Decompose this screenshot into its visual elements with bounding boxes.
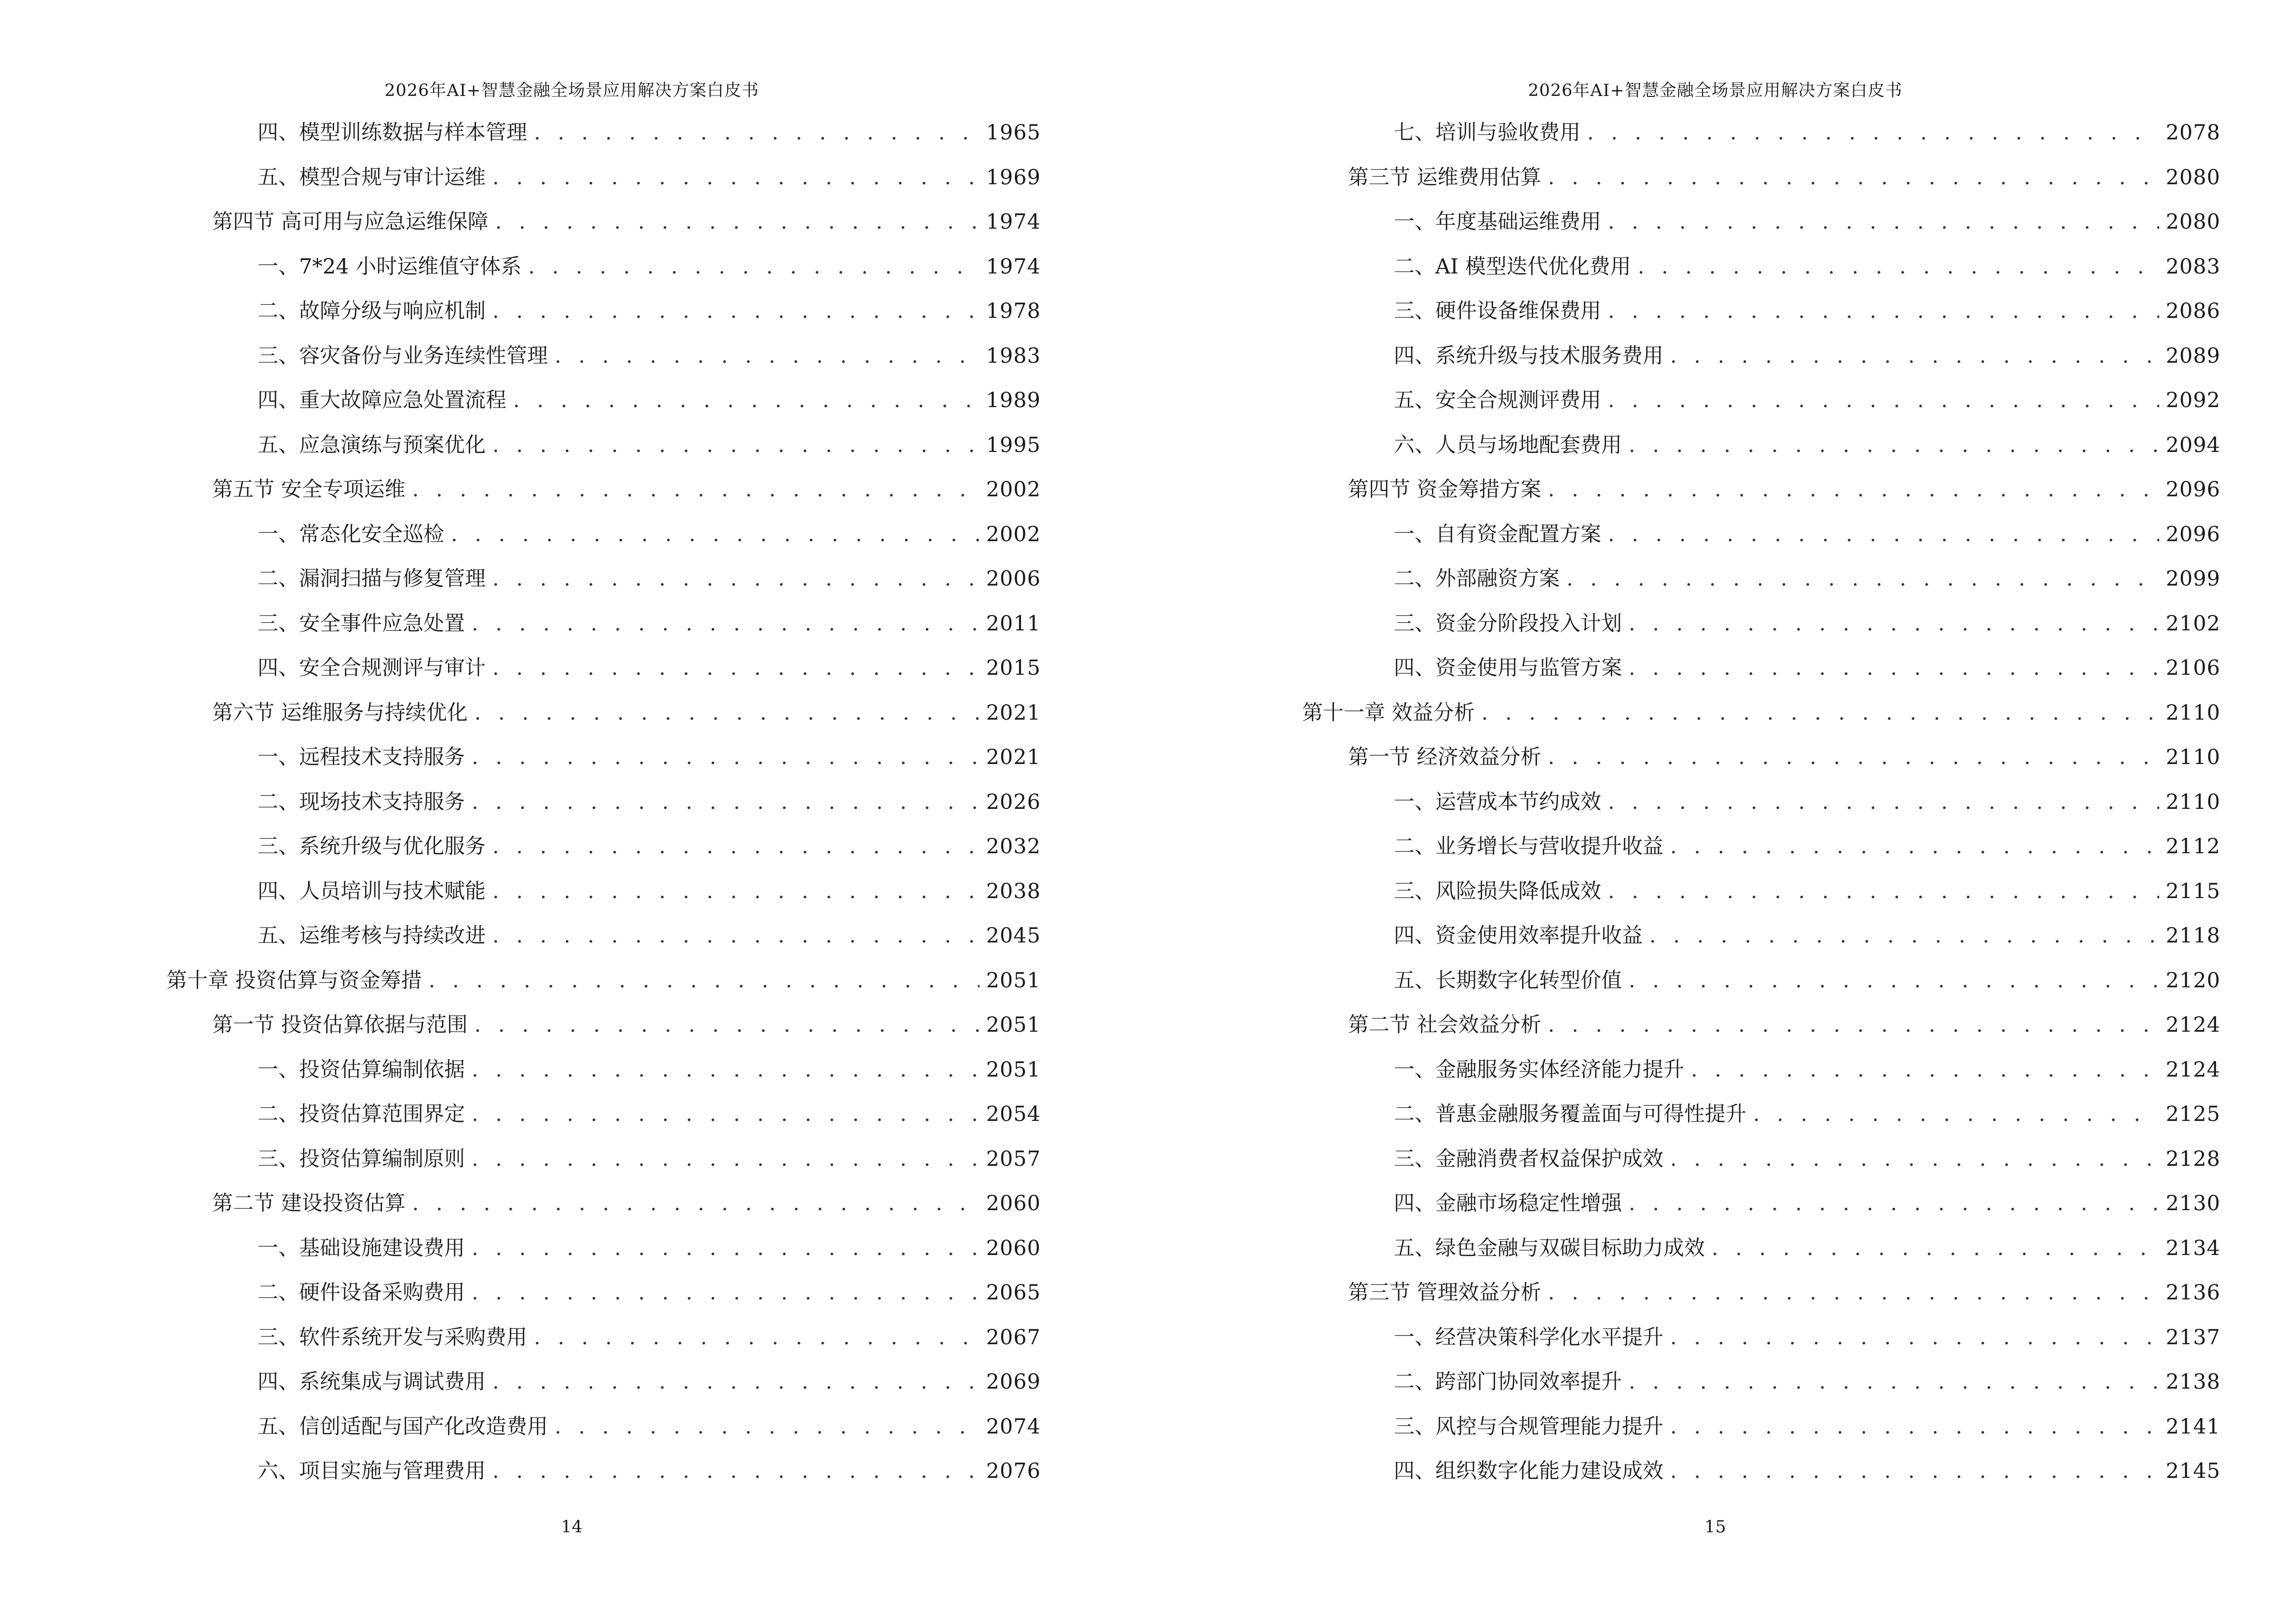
- dot-leader: [492, 563, 980, 595]
- toc-entry[interactable]: [1144, 1143, 2287, 1188]
- toc-entry-page: 1978: [986, 299, 1041, 323]
- toc-entry-page: 2110: [2165, 700, 2220, 725]
- toc-entry-page: 2125: [2165, 1102, 2220, 1126]
- toc-entry[interactable]: [0, 831, 1144, 875]
- toc-entry-page: 2054: [986, 1102, 1041, 1126]
- toc-entry-title: 第三节 运维费用估算: [1348, 165, 1541, 190]
- toc-entry-page: 2092: [2165, 388, 2220, 412]
- toc-entry-title: 四、系统集成与调试费用: [258, 1370, 486, 1394]
- dot-leader: [472, 1098, 980, 1130]
- toc-entry[interactable]: [1144, 295, 2287, 340]
- toc-entry[interactable]: [0, 117, 1144, 162]
- toc-entry-title: 二、外部融资方案: [1394, 567, 1560, 591]
- toc-entry-title: 第三节 管理效益分析: [1348, 1281, 1541, 1305]
- toc-entry[interactable]: [1144, 1098, 2287, 1143]
- toc-entry-title: 四、安全合规测评与审计: [258, 656, 486, 680]
- toc-entry[interactable]: [0, 1277, 1144, 1322]
- toc-entry-title: 第十一章 效益分析: [1302, 700, 1475, 725]
- running-header: 2026年AI+智慧金融全场景应用解决方案白皮书: [384, 81, 759, 100]
- toc-entry[interactable]: [0, 1009, 1144, 1054]
- toc-entry[interactable]: [0, 1232, 1144, 1277]
- dot-leader: [429, 965, 980, 996]
- toc-entry-page: 2124: [2165, 1057, 2220, 1082]
- dot-leader: [451, 519, 980, 550]
- dot-leader: [492, 920, 980, 952]
- dot-leader: [1548, 162, 2159, 193]
- toc-entry[interactable]: [0, 608, 1144, 653]
- toc-entry-page: 2051: [986, 968, 1041, 993]
- toc-entry[interactable]: [1144, 608, 2287, 653]
- toc-entry-page: 2120: [2165, 968, 2220, 993]
- toc-entry-title: 一、运营成本节约成效: [1394, 790, 1601, 814]
- dot-leader: [472, 741, 980, 773]
- toc-entry[interactable]: [1144, 563, 2287, 608]
- toc-entry-title: 一、金融服务实体经济能力提升: [1394, 1057, 1684, 1082]
- toc-entry-page: 2112: [2165, 834, 2220, 859]
- toc-entry-title: 三、安全事件应急处置: [258, 611, 465, 636]
- dot-leader: [472, 1277, 980, 1309]
- toc-entry-title: 四、组织数字化能力建设成效: [1394, 1459, 1663, 1483]
- toc-entry-title: 三、金融消费者权益保护成效: [1394, 1146, 1663, 1171]
- toc-entry-page: 2038: [986, 879, 1041, 903]
- toc-entry-page: 2006: [986, 567, 1041, 591]
- toc-entry-title: 第十章 投资估算与资金筹措: [166, 968, 422, 993]
- toc-entry[interactable]: [0, 786, 1144, 831]
- dot-leader: [472, 786, 980, 818]
- toc-entry-title: 四、人员培训与技术赋能: [258, 879, 486, 903]
- dot-leader: [1548, 741, 2159, 773]
- toc-entry-page: 2137: [2165, 1325, 2220, 1350]
- toc-entry-title: 三、风控与合规管理能力提升: [1394, 1414, 1663, 1439]
- dot-leader: [1638, 251, 2159, 283]
- toc-entry[interactable]: [0, 875, 1144, 920]
- dot-leader: [492, 429, 980, 461]
- toc-entry-page: 2067: [986, 1325, 1041, 1350]
- dot-leader: [1753, 1098, 2159, 1130]
- dot-leader: [412, 1187, 980, 1219]
- toc-entry-page: 2096: [2165, 522, 2220, 546]
- toc-entry[interactable]: [0, 652, 1144, 697]
- toc-entry-title: 第四节 高可用与应急运维保障: [212, 210, 489, 234]
- dot-leader: [534, 117, 980, 149]
- toc-entry-title: 一、自有资金配置方案: [1394, 522, 1601, 546]
- toc-entry-title: 五、运维考核与持续改进: [258, 924, 486, 948]
- toc-entry-title: 二、漏洞扫描与修复管理: [258, 567, 486, 591]
- toc-entry[interactable]: [1144, 474, 2287, 519]
- toc-entry-page: 2089: [2165, 343, 2220, 368]
- toc-entry[interactable]: [1144, 652, 2287, 697]
- toc-entry[interactable]: [1144, 831, 2287, 875]
- toc-entry-title: 三、投资估算编制原则: [258, 1146, 465, 1171]
- toc-entry[interactable]: [1144, 920, 2287, 965]
- dot-leader: [1608, 206, 2159, 238]
- toc-entry-page: 2083: [2165, 254, 2220, 279]
- toc-entry-page: 1969: [986, 165, 1041, 190]
- toc-entry[interactable]: [1144, 251, 2287, 296]
- toc-entry[interactable]: [1144, 1366, 2287, 1411]
- toc-entry-title: 一、基础设施建设费用: [258, 1236, 465, 1260]
- dot-leader: [1629, 965, 2159, 996]
- toc-entry[interactable]: [1144, 1322, 2287, 1366]
- toc-entry-title: 五、长期数字化转型价值: [1394, 968, 1622, 993]
- toc-entry-page: 1983: [986, 343, 1041, 368]
- toc-entry-title: 三、资金分阶段投入计划: [1394, 611, 1622, 636]
- toc-entry[interactable]: [1144, 1232, 2287, 1277]
- toc-entry[interactable]: [0, 295, 1144, 340]
- toc-entry-page: 1989: [986, 388, 1041, 412]
- toc-entry-title: 一、远程技术支持服务: [258, 745, 465, 769]
- toc-entry[interactable]: [0, 384, 1144, 429]
- dot-leader: [492, 1366, 980, 1398]
- toc-entry-title: 一、常态化安全巡检: [258, 522, 444, 546]
- dot-leader: [1670, 1143, 2159, 1175]
- toc-entry[interactable]: [0, 1411, 1144, 1456]
- toc-entry[interactable]: [1144, 1277, 2287, 1322]
- toc-entry-page: 2057: [986, 1146, 1041, 1171]
- toc-entry-title: 二、故障分级与响应机制: [258, 299, 486, 323]
- toc-entry[interactable]: [1144, 1009, 2287, 1054]
- toc-entry-page: 2060: [986, 1191, 1041, 1215]
- dot-leader: [492, 162, 980, 193]
- toc-entry-title: 三、容灾备份与业务连续性管理: [258, 343, 548, 368]
- toc-entry[interactable]: [0, 920, 1144, 965]
- dot-leader: [555, 340, 980, 372]
- toc-entry-page: 2051: [986, 1013, 1041, 1037]
- toc-entry-page: 2110: [2165, 790, 2220, 814]
- toc-entry-page: 2118: [2165, 924, 2220, 948]
- toc-entry[interactable]: [1144, 1054, 2287, 1099]
- toc-entry-title: 五、绿色金融与双碳目标助力成效: [1394, 1236, 1705, 1260]
- toc-entry[interactable]: [0, 965, 1144, 1010]
- toc-entry[interactable]: [1144, 741, 2287, 786]
- toc-entry-title: 六、人员与场地配套费用: [1394, 433, 1622, 457]
- toc-entry[interactable]: [1144, 206, 2287, 251]
- toc-entry-page: 2021: [986, 745, 1041, 769]
- toc-entry-title: 第一节 经济效益分析: [1348, 745, 1541, 769]
- toc-entry-title: 第六节 运维服务与持续优化: [212, 700, 468, 725]
- toc-entry[interactable]: [0, 1143, 1144, 1188]
- dot-leader: [1670, 1411, 2159, 1443]
- toc-entry-title: 五、信创适配与国产化改造费用: [258, 1414, 548, 1439]
- dot-leader: [1608, 519, 2159, 550]
- toc-entry-page: 2074: [986, 1414, 1041, 1439]
- toc-entry[interactable]: [0, 1098, 1144, 1143]
- toc-entry-page: 2130: [2165, 1191, 2220, 1215]
- toc-entry-page: 2051: [986, 1057, 1041, 1082]
- toc-entry-title: 第二节 建设投资估算: [212, 1191, 406, 1215]
- toc-entry-page: 2096: [2165, 478, 2220, 502]
- toc-entry-title: 七、培训与验收费用: [1394, 121, 1580, 145]
- toc-entry[interactable]: [1144, 786, 2287, 831]
- toc-entry-page: 2080: [2165, 165, 2220, 190]
- dot-leader: [1548, 1277, 2159, 1309]
- toc-entry[interactable]: [1144, 965, 2287, 1010]
- toc-entry[interactable]: [0, 474, 1144, 519]
- toc-entry[interactable]: [0, 1322, 1144, 1366]
- toc-entry-title: 三、软件系统开发与采购费用: [258, 1325, 527, 1350]
- toc-entry-page: 2078: [2165, 121, 2220, 145]
- toc-entry[interactable]: [1144, 384, 2287, 429]
- toc-entry[interactable]: [0, 251, 1144, 296]
- toc-entry[interactable]: [0, 1366, 1144, 1411]
- dot-leader: [1608, 384, 2159, 416]
- dot-leader: [472, 1232, 980, 1264]
- dot-leader: [1608, 295, 2159, 327]
- dot-leader: [1629, 429, 2159, 461]
- dot-leader: [472, 608, 980, 640]
- dot-leader: [1608, 786, 2159, 818]
- dot-leader: [1548, 1009, 2159, 1041]
- toc-entry[interactable]: [0, 1455, 1144, 1500]
- toc-entry-page: 1974: [986, 210, 1041, 234]
- toc-entry[interactable]: [1144, 519, 2287, 563]
- toc-entry-page: 2145: [2165, 1459, 2220, 1483]
- toc-entry-page: 2138: [2165, 1370, 2220, 1394]
- dot-leader: [495, 206, 980, 238]
- dot-leader: [1712, 1232, 2159, 1264]
- dot-leader: [472, 1143, 980, 1175]
- toc-entry[interactable]: [1144, 1187, 2287, 1232]
- dot-leader: [555, 1411, 980, 1443]
- dot-leader: [1649, 920, 2159, 952]
- toc-entry-title: 四、金融市场稳定性增强: [1394, 1191, 1622, 1215]
- toc-entry-title: 二、现场技术支持服务: [258, 790, 465, 814]
- toc-entry-title: 一、投资估算编制依据: [258, 1057, 465, 1082]
- toc-entry[interactable]: [0, 1187, 1144, 1232]
- dot-leader: [492, 1455, 980, 1487]
- toc-entry-title: 一、7*24 小时运维值守体系: [258, 254, 522, 279]
- toc-entry[interactable]: [1144, 875, 2287, 920]
- dot-leader: [513, 384, 980, 416]
- toc-entry-page: 2015: [986, 656, 1041, 680]
- toc-list: [0, 117, 1144, 1500]
- toc-entry[interactable]: [0, 429, 1144, 474]
- page-number: 15: [1704, 1517, 1726, 1537]
- toc-entry-page: 2110: [2165, 745, 2220, 769]
- dot-leader: [1629, 1366, 2159, 1398]
- toc-entry-title: 五、模型合规与审计运维: [258, 165, 486, 190]
- toc-entry-page: 2026: [986, 790, 1041, 814]
- toc-entry-page: 1974: [986, 254, 1041, 279]
- dot-leader: [1629, 652, 2159, 684]
- toc-entry[interactable]: [0, 697, 1144, 742]
- toc-entry[interactable]: [0, 1054, 1144, 1099]
- page-right: [1144, 0, 2287, 1624]
- dot-leader: [1670, 831, 2159, 862]
- toc-entry-title: 二、跨部门协同效率提升: [1394, 1370, 1622, 1394]
- dot-leader: [1608, 875, 2159, 907]
- dot-leader: [412, 474, 980, 505]
- toc-entry-page: 2032: [986, 834, 1041, 859]
- toc-entry-title: 五、应急演练与预案优化: [258, 433, 486, 457]
- toc-entry-page: 1995: [986, 433, 1041, 457]
- toc-entry[interactable]: [1144, 1455, 2287, 1500]
- dot-leader: [534, 1322, 980, 1353]
- toc-entry-title: 二、业务增长与营收提升收益: [1394, 834, 1663, 859]
- dot-leader: [1482, 697, 2159, 729]
- toc-entry-title: 三、系统升级与优化服务: [258, 834, 486, 859]
- toc-entry-title: 四、系统升级与技术服务费用: [1394, 343, 1663, 368]
- toc-entry-title: 四、资金使用与监管方案: [1394, 656, 1622, 680]
- dot-leader: [1670, 340, 2159, 372]
- toc-entry[interactable]: [0, 563, 1144, 608]
- toc-entry[interactable]: [1144, 340, 2287, 385]
- toc-entry[interactable]: [0, 519, 1144, 563]
- toc-entry[interactable]: [1144, 1411, 2287, 1456]
- dot-leader: [528, 251, 979, 283]
- toc-entry[interactable]: [1144, 429, 2287, 474]
- dot-leader: [492, 295, 980, 327]
- toc-entry-page: 2011: [986, 611, 1041, 636]
- toc-entry-title: 第一节 投资估算依据与范围: [212, 1013, 468, 1037]
- toc-entry-title: 一、年度基础运维费用: [1394, 210, 1601, 234]
- toc-entry-title: 第五节 安全专项运维: [212, 478, 406, 502]
- toc-entry-page: 2060: [986, 1236, 1041, 1260]
- toc-entry-title: 第四节 资金筹措方案: [1348, 478, 1541, 502]
- dot-leader: [492, 652, 980, 684]
- dot-leader: [475, 1009, 980, 1041]
- dot-leader: [472, 1054, 980, 1086]
- dot-leader: [1670, 1322, 2159, 1353]
- toc-entry-page: 2136: [2165, 1281, 2220, 1305]
- toc-entry-page: 2106: [2165, 656, 2220, 680]
- toc-entry-title: 二、投资估算范围界定: [258, 1102, 465, 1126]
- dot-leader: [1629, 608, 2159, 640]
- dot-leader: [492, 831, 980, 862]
- page-number: 14: [561, 1517, 583, 1537]
- toc-entry-title: 二、普惠金融服务覆盖面与可得性提升: [1394, 1102, 1746, 1126]
- toc-entry-title: 三、硬件设备维保费用: [1394, 299, 1601, 323]
- toc-entry-page: 2128: [2165, 1146, 2220, 1171]
- dot-leader: [1566, 563, 2159, 595]
- toc-entry-page: 2065: [986, 1281, 1041, 1305]
- toc-entry-page: 2002: [986, 522, 1041, 546]
- toc-entry[interactable]: [1144, 162, 2287, 206]
- toc-entry-title: 五、安全合规测评费用: [1394, 388, 1601, 412]
- toc-list: [1144, 117, 2287, 1500]
- toc-entry-page: 2115: [2165, 879, 2220, 903]
- toc-entry-page: 2141: [2165, 1414, 2220, 1439]
- toc-entry-title: 第二节 社会效益分析: [1348, 1013, 1541, 1037]
- dot-leader: [1629, 1187, 2159, 1219]
- toc-entry-page: 2080: [2165, 210, 2220, 234]
- running-header: 2026年AI+智慧金融全场景应用解决方案白皮书: [1528, 81, 1903, 100]
- toc-entry-page: 2124: [2165, 1013, 2220, 1037]
- toc-entry-page: 2045: [986, 924, 1041, 948]
- dot-leader: [492, 875, 980, 907]
- toc-entry-title: 四、模型训练数据与样本管理: [258, 121, 527, 145]
- toc-entry[interactable]: [0, 741, 1144, 786]
- dot-leader: [1587, 117, 2159, 149]
- toc-entry-page: 2102: [2165, 611, 2220, 636]
- toc-entry-page: 2002: [986, 478, 1041, 502]
- toc-entry-title: 二、AI 模型迭代优化费用: [1394, 254, 1631, 279]
- dot-leader: [475, 697, 980, 729]
- toc-entry[interactable]: [1144, 697, 2287, 742]
- toc-entry-title: 一、经营决策科学化水平提升: [1394, 1325, 1663, 1350]
- toc-entry[interactable]: [1144, 117, 2287, 162]
- toc-entry[interactable]: [0, 162, 1144, 206]
- toc-entry-title: 四、重大故障应急处置流程: [258, 388, 506, 412]
- toc-entry-page: 2094: [2165, 433, 2220, 457]
- toc-entry-page: 2086: [2165, 299, 2220, 323]
- toc-entry[interactable]: [0, 206, 1144, 251]
- toc-entry-title: 六、项目实施与管理费用: [258, 1459, 486, 1483]
- toc-entry-page: 1965: [986, 121, 1041, 145]
- toc-entry-page: 2099: [2165, 567, 2220, 591]
- toc-entry-title: 二、硬件设备采购费用: [258, 1281, 465, 1305]
- toc-entry[interactable]: [0, 340, 1144, 385]
- toc-entry-page: 2134: [2165, 1236, 2220, 1260]
- dot-leader: [1670, 1455, 2159, 1487]
- dot-leader: [1548, 474, 2159, 505]
- toc-entry-page: 2021: [986, 700, 1041, 725]
- toc-entry-page: 2076: [986, 1459, 1041, 1483]
- toc-entry-page: 2069: [986, 1370, 1041, 1394]
- toc-entry-title: 四、资金使用效率提升收益: [1394, 924, 1643, 948]
- dot-leader: [1691, 1054, 2159, 1086]
- toc-entry-title: 三、风险损失降低成效: [1394, 879, 1601, 903]
